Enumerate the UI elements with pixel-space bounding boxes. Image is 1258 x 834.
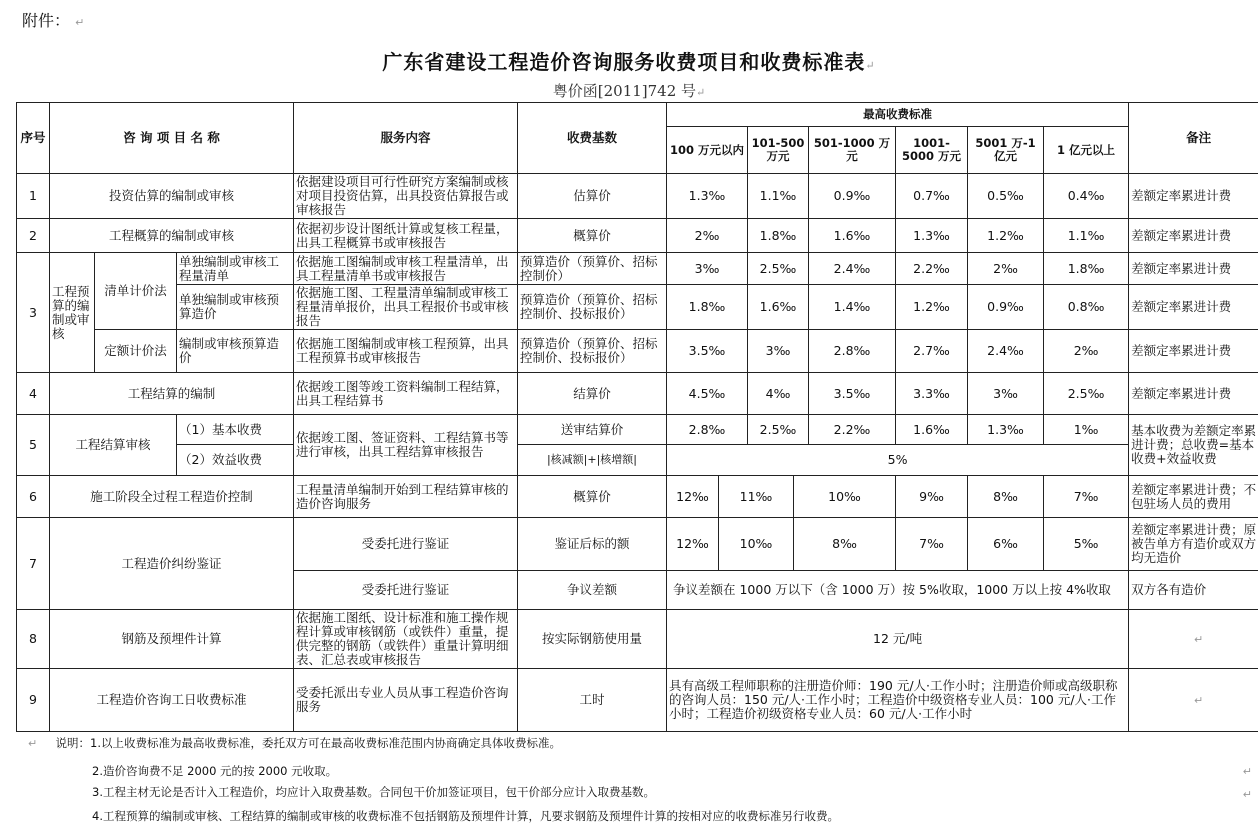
rate-cell: 0.9‰ bbox=[809, 174, 896, 219]
rate-cell: 2.5‰ bbox=[748, 415, 809, 445]
rate-cell: 2.8‰ bbox=[809, 330, 896, 373]
remark: 双方各有造价 bbox=[1129, 571, 1258, 610]
tier-header: 501-1000 万元 bbox=[809, 127, 896, 174]
table-row bbox=[17, 285, 1258, 330]
remark: 基本收费为差额定率累进计费；总收费=基本收费+效益收费 bbox=[1129, 415, 1258, 476]
rate-cell: 1.8‰ bbox=[1044, 253, 1129, 285]
remark: 差额定率累进计费 bbox=[1129, 174, 1258, 219]
rate-cell: 争议差额在 1000 万以下（含 1000 万）按 5%收取，1000 万以上按 4%收取 bbox=[667, 571, 1129, 610]
rate-cell: 1.6‰ bbox=[809, 219, 896, 253]
fee-base: 按实际钢筋使用量 bbox=[518, 610, 667, 669]
table-row bbox=[17, 415, 1258, 445]
fee-base: 工时 bbox=[518, 669, 667, 732]
item-name: 工程结算审核 bbox=[50, 415, 177, 476]
rate-cell: 2.4‰ bbox=[809, 253, 896, 285]
header-row bbox=[17, 103, 1258, 127]
fee-base: 鉴证后标的额 bbox=[518, 518, 667, 571]
table-row bbox=[17, 476, 1258, 518]
rate-cell: 1.6‰ bbox=[748, 285, 809, 330]
service-content: 依据竣工图、签证资料、工程结算书等进行审核，出具工程结算审核报告 bbox=[294, 415, 518, 476]
remark-empty bbox=[1129, 610, 1258, 669]
tier-header: 101-500 万元 bbox=[748, 127, 809, 174]
row-number: 7 bbox=[17, 518, 50, 610]
table-row bbox=[17, 518, 1258, 571]
rate-cell: 7‰ bbox=[896, 518, 968, 571]
item-name: 工程结算的编制 bbox=[50, 373, 294, 415]
row-number: 1 bbox=[17, 174, 50, 219]
return-mark: ↵ bbox=[1242, 765, 1252, 778]
rate-cell: 3.5‰ bbox=[809, 373, 896, 415]
bill-pricing-method: 清单计价法 bbox=[95, 253, 177, 330]
service-content: 依据施工图编制或审核工程量清单，出具工程量清单书或审核报告 bbox=[294, 253, 518, 285]
benefit-fee-label: （2）效益收费 bbox=[177, 445, 294, 476]
rate-cell: 5‰ bbox=[1044, 518, 1129, 571]
rate-cell: 3‰ bbox=[968, 373, 1044, 415]
rate-cell: 2.5‰ bbox=[748, 253, 809, 285]
rate-cell: 5% bbox=[667, 445, 1129, 476]
rate-cell: 8‰ bbox=[794, 518, 896, 571]
col-header-item: 咨 询 项 目 名 称 bbox=[50, 103, 294, 174]
rate-cell: 1‰ bbox=[1044, 415, 1129, 445]
rate-cell: 12 元/吨 bbox=[667, 610, 1129, 669]
fee-base: 预算造价（预算价、招标控制价、投标报价） bbox=[518, 330, 667, 373]
row-number: 3 bbox=[17, 253, 50, 373]
rate-cell: 1.4‰ bbox=[809, 285, 896, 330]
rate-cell: 2.8‰ bbox=[667, 415, 748, 445]
table-row bbox=[17, 219, 1258, 253]
basic-fee-label: （1）基本收费 bbox=[177, 415, 294, 445]
item-name: 单独编制或审核预算造价 bbox=[177, 285, 294, 330]
row-number: 6 bbox=[17, 476, 50, 518]
document-number bbox=[0, 80, 1258, 101]
remark: 差额定率累进计费 bbox=[1129, 219, 1258, 253]
table-row bbox=[17, 373, 1258, 415]
rate-cell: 8‰ bbox=[968, 476, 1044, 518]
service-content: 依据竣工图等竣工资料编制工程结算，出具工程结算书 bbox=[294, 373, 518, 415]
subtitle-text: 粤价函[2011]742 号 bbox=[552, 82, 697, 100]
return-mark: ↵ bbox=[865, 59, 876, 72]
return-mark: ↵ bbox=[1242, 788, 1252, 801]
rate-cell: 2‰ bbox=[1044, 330, 1129, 373]
rate-cell: 0.9‰ bbox=[968, 285, 1044, 330]
note-text: 3.工程主材无论是否计入工程造价，均应计入取费基数。合同包干价加签证项目，包干价部分应计入取费基数。 bbox=[92, 785, 655, 799]
service-content: 依据施工图纸、设计标准和施工操作规程计算或审核钢筋（或铁件）重量，提供完整的钢筋（或铁件）重量计算明细表、汇总表或审核报告 bbox=[294, 610, 518, 669]
rate-cell: 9‰ bbox=[896, 476, 968, 518]
rate-cell: 1.1‰ bbox=[1044, 219, 1129, 253]
rate-cell: 3‰ bbox=[667, 253, 748, 285]
rate-cell: 1.3‰ bbox=[968, 415, 1044, 445]
service-content: 依据初步设计图纸计算或复核工程量，出具工程概算书或审核报告 bbox=[294, 219, 518, 253]
budget-group-label: 工程预算的编制或审核 bbox=[50, 253, 95, 373]
tier-header: 5001 万-1 亿元 bbox=[968, 127, 1044, 174]
row-number: 8 bbox=[17, 610, 50, 669]
row-number: 4 bbox=[17, 373, 50, 415]
rate-cell: 1.8‰ bbox=[748, 219, 809, 253]
rate-cell: 2.2‰ bbox=[896, 253, 968, 285]
fee-base: 送审结算价 bbox=[518, 415, 667, 445]
return-mark: ↵ bbox=[1194, 693, 1204, 707]
note-line bbox=[92, 785, 655, 799]
item-name: 钢筋及预埋件计算 bbox=[50, 610, 294, 669]
item-name: 工程造价纠纷鉴证 bbox=[50, 518, 294, 610]
rate-cell: 0.4‰ bbox=[1044, 174, 1129, 219]
attachment-label bbox=[22, 8, 84, 31]
rate-cell: 1.3‰ bbox=[667, 174, 748, 219]
tier-header: 1 亿元以上 bbox=[1044, 127, 1129, 174]
note-text: 4.工程预算的编制或审核、工程结算的编制或审核的收费标准不包括钢筋及预埋件计算，凡要求钢筋及预埋件计算的按相对应的收费标准另行收费。 bbox=[92, 809, 839, 823]
rate-cell: 1.6‰ bbox=[896, 415, 968, 445]
service-content: 依据施工图编制或审核工程预算，出具工程预算书或审核报告 bbox=[294, 330, 518, 373]
fee-standard-table bbox=[16, 102, 1258, 732]
rate-cell: 2.5‰ bbox=[1044, 373, 1129, 415]
tier-header: 100 万元以内 bbox=[667, 127, 748, 174]
service-content: 受委托进行鉴证 bbox=[294, 571, 518, 610]
rate-cell: 7‰ bbox=[1044, 476, 1129, 518]
remark: 差额定率累进计费 bbox=[1129, 330, 1258, 373]
page-title bbox=[0, 46, 1258, 75]
remark-empty bbox=[1129, 669, 1258, 732]
return-mark: ↵ bbox=[75, 16, 85, 29]
fee-base: 预算造价（预算价、招标控制价） bbox=[518, 253, 667, 285]
item-name: 施工阶段全过程工程造价控制 bbox=[50, 476, 294, 518]
service-content: 受委托进行鉴证 bbox=[294, 518, 518, 571]
remark: 差额定率累进计费；不包驻场人员的费用 bbox=[1129, 476, 1258, 518]
rate-cell: 1.1‰ bbox=[748, 174, 809, 219]
title-text: 广东省建设工程造价咨询服务收费项目和收费标准表 bbox=[382, 50, 866, 74]
return-mark: ↵ bbox=[1194, 632, 1204, 646]
rate-cell: 10‰ bbox=[794, 476, 896, 518]
rate-cell: 0.8‰ bbox=[1044, 285, 1129, 330]
return-mark: ↵ bbox=[696, 86, 706, 99]
quota-pricing-method: 定额计价法 bbox=[95, 330, 177, 373]
note-text: 说明：1.以上收费标准为最高收费标准，委托双方可在最高收费标准范围内协商确定具体收费标准。 bbox=[55, 736, 561, 750]
service-content: 依据建设项目可行性研究方案编制或核对项目投资估算，出具投资估算报告或审核报告 bbox=[294, 174, 518, 219]
remark: 差额定率累进计费 bbox=[1129, 373, 1258, 415]
table-row bbox=[17, 174, 1258, 219]
rate-cell: 4.5‰ bbox=[667, 373, 748, 415]
fee-base: 预算造价（预算价、招标控制价、投标报价） bbox=[518, 285, 667, 330]
fee-base: 估算价 bbox=[518, 174, 667, 219]
remark: 差额定率累进计费；原被告单方有造价或双方均无造价 bbox=[1129, 518, 1258, 571]
fee-base: 概算价 bbox=[518, 476, 667, 518]
rate-cell: 1.2‰ bbox=[968, 219, 1044, 253]
rate-cell: 3.3‰ bbox=[896, 373, 968, 415]
remark: 差额定率累进计费 bbox=[1129, 285, 1258, 330]
table-row bbox=[17, 610, 1258, 669]
tier-header: 1001-5000 万元 bbox=[896, 127, 968, 174]
attachment-text: 附件： bbox=[22, 11, 71, 30]
item-name: 编制或审核预算造价 bbox=[177, 330, 294, 373]
note-line bbox=[28, 736, 561, 751]
rate-cell: 6‰ bbox=[968, 518, 1044, 571]
col-header-index: 序号 bbox=[17, 103, 50, 174]
col-header-base: 收费基数 bbox=[518, 103, 667, 174]
note-text: 2.造价咨询费不足 2000 元的按 2000 元收取。 bbox=[92, 764, 338, 778]
rate-cell: 2.7‰ bbox=[896, 330, 968, 373]
rate-cell: 1.3‰ bbox=[896, 219, 968, 253]
item-name: 单独编制或审核工程量清单 bbox=[177, 253, 294, 285]
row-number: 2 bbox=[17, 219, 50, 253]
item-name: 工程概算的编制或审核 bbox=[50, 219, 294, 253]
rate-cell: 12‰ bbox=[667, 476, 719, 518]
rate-cell: 12‰ bbox=[667, 518, 719, 571]
rate-cell: 0.7‰ bbox=[896, 174, 968, 219]
fee-base: 争议差额 bbox=[518, 571, 667, 610]
table-row bbox=[17, 253, 1258, 285]
table-row bbox=[17, 669, 1258, 732]
row-number: 5 bbox=[17, 415, 50, 476]
rate-cell: 4‰ bbox=[748, 373, 809, 415]
item-name: 工程造价咨询工日收费标准 bbox=[50, 669, 294, 732]
return-mark: ↵ bbox=[28, 737, 38, 750]
service-content: 受委托派出专业人员从事工程造价咨询服务 bbox=[294, 669, 518, 732]
rate-cell: 1.2‰ bbox=[896, 285, 968, 330]
rate-cell: 2‰ bbox=[968, 253, 1044, 285]
note-line bbox=[92, 764, 337, 778]
col-header-max-rate: 最高收费标准 bbox=[667, 103, 1129, 127]
fee-base: 概算价 bbox=[518, 219, 667, 253]
col-header-content: 服务内容 bbox=[294, 103, 518, 174]
rate-cell: 3.5‰ bbox=[667, 330, 748, 373]
fee-base: 结算价 bbox=[518, 373, 667, 415]
rate-cell: 2.4‰ bbox=[968, 330, 1044, 373]
rate-cell: 3‰ bbox=[748, 330, 809, 373]
rate-cell: 11‰ bbox=[719, 476, 794, 518]
rate-cell: 1.8‰ bbox=[667, 285, 748, 330]
rate-cell: 2‰ bbox=[667, 219, 748, 253]
table-row bbox=[17, 330, 1258, 373]
item-name: 投资估算的编制或审核 bbox=[50, 174, 294, 219]
rate-cell: 2.2‰ bbox=[809, 415, 896, 445]
table-row bbox=[17, 445, 1258, 476]
rate-cell: 具有高级工程师职称的注册造价师：190 元/人·工作小时；注册造价师或高级职称的咨询人员：150 元/人·工作小时；工程造价中级资格专业人员：100 元/人·工作小时；工程造价初级资格专业人员：60 元/人·工作小时 bbox=[667, 669, 1129, 732]
col-header-remark: 备注 bbox=[1129, 103, 1258, 174]
rate-cell: 10‰ bbox=[719, 518, 794, 571]
fee-base: |核减额|+|核增额| bbox=[518, 445, 667, 476]
remark: 差额定率累进计费 bbox=[1129, 253, 1258, 285]
service-content: 依据施工图、工程量清单编制或审核工程量清单报价，出具工程报价书或审核报告 bbox=[294, 285, 518, 330]
note-line bbox=[92, 809, 839, 823]
rate-cell: 0.5‰ bbox=[968, 174, 1044, 219]
service-content: 工程量清单编制开始到工程结算审核的造价咨询服务 bbox=[294, 476, 518, 518]
row-number: 9 bbox=[17, 669, 50, 732]
